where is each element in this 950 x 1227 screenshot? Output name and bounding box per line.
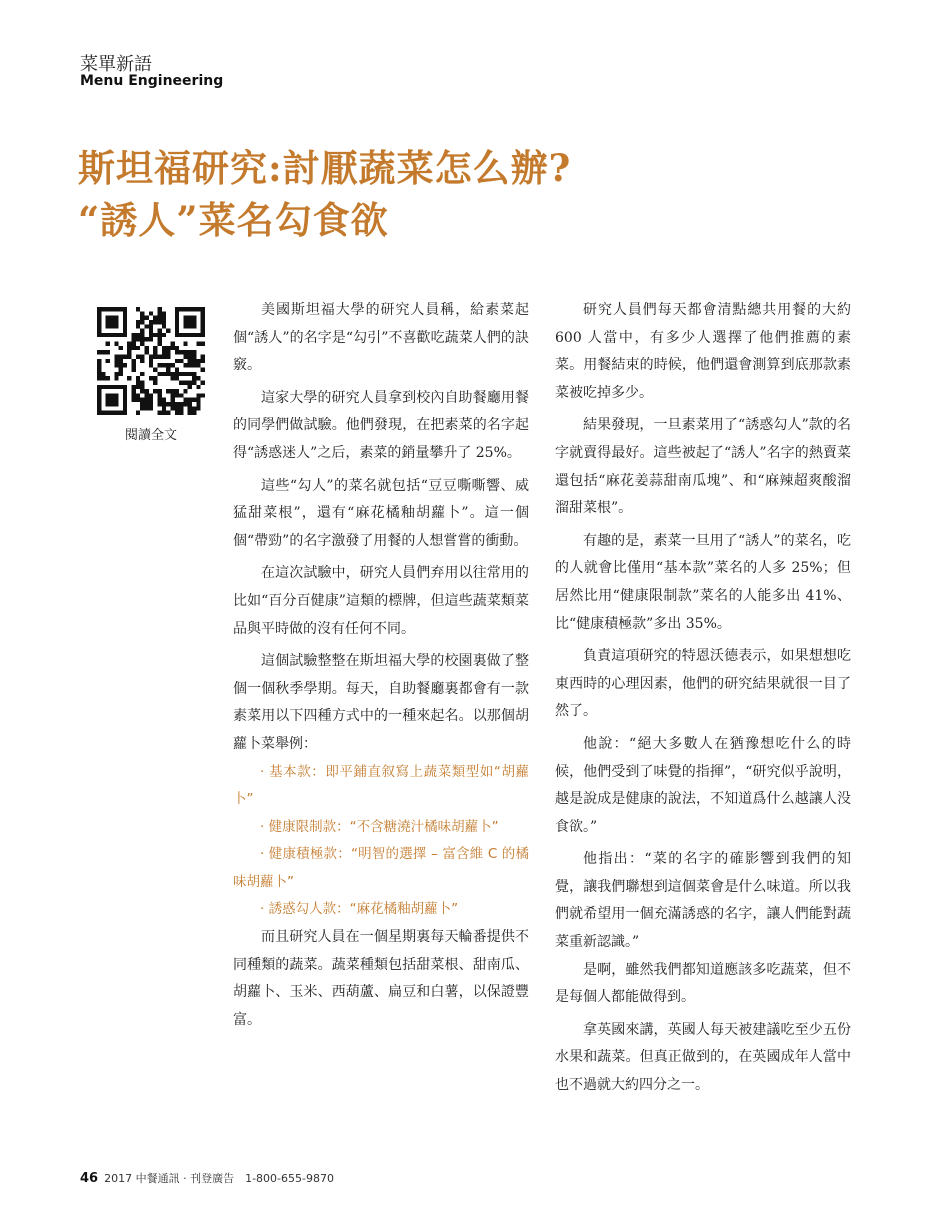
section-title-english: Menu Engineering [80,73,224,89]
paragraph: 是啊，雖然我們都知道應該多吃蔬菜，但不是每個人都能做得到。 [555,961,851,1006]
naming-option: · 健康限制款：“不含糖澆汁橘味胡蘿卜” [260,818,499,835]
paragraph: 有趣的是，素菜一旦用了“誘人”的菜名，吃的人就會比僅用“基本款”菜名的人多 25%；但居然比用“健康限制款”菜名的人能多出 41%、比“健康積極款”多出 35%。 [555,532,851,632]
paragraph: 研究人員們每天都會清點總共用餐的大約 600 人當中，有多少人選擇了他們推薦的素菜。用餐結束的時候，他們還會測算到底那款素菜被吃掉多少。 [555,302,851,401]
paragraph: 在這次試驗中，研究人員們弃用以往常用的比如“百分百健康”這類的標牌，但這些蔬菜類菜品與平時做的沒有任何不同。 [233,565,529,637]
paragraph: 這個試驗整整在斯坦福大學的校園裏做了整個一個秋季學期。每天，自助餐廳裏都會有一款素菜用以下四種方式中的一種來起名。以那個胡蘿卜菜舉例： [233,653,529,752]
naming-option: · 基本款：即平鋪直叙寫上蔬菜類型如“胡蘿卜” [233,763,529,808]
qr-code-icon[interactable] [97,307,205,415]
article-title-line-2: “誘人”菜名勾食欲 [78,198,389,242]
paragraph: 這些“勾人”的菜名就包括“豆豆嘶嘶響、威猛甜菜根”，還有“麻花橘釉胡蘿卜”。這一個個“帶勁”的名字激發了用餐的人想嘗嘗的衝動。 [233,477,529,549]
article-title-line-1: 斯坦福研究:討厭蔬菜怎么辦? [78,146,572,190]
page-footer [80,1170,334,1186]
article-title [78,142,898,246]
paragraph: 而且研究人員在一個星期裏每天輪番提供不同種類的蔬菜。蔬菜種類包括甜菜根、甜南瓜、胡蘿卜、玉米、西葫蘆、扁豆和白薯，以保證豐富。 [233,929,529,1028]
paragraph: 拿英國來講，英國人每天被建議吃至少五份水果和蔬菜。但真正做到的，在英國成年人當中也不過就大約四分之一。 [555,1021,851,1094]
footer-text: 2017 中餐通訊 · 刊登廣告 1-800-655-9870 [104,1172,334,1185]
paragraph: 結果發現，一旦素菜用了“誘惑勾人”款的名字就賣得最好。這些被起了“誘人”名字的熱賣菜還包括“麻花姜蒜甜南瓜塊”、和“麻辣超爽酸溜溜甜菜根”。 [555,417,851,517]
section-title-chinese: 菜單新語 [80,54,152,75]
paragraph: 他說：“絕大多數人在猶豫想吃什么的時候，他們受到了味覺的指揮”，“研究似乎說明，越是說成是健康的說法，不知道爲什么越讓人没食欲。” [555,735,851,835]
paragraph: 負責這項研究的特恩沃德表示，如果想想吃東西時的心理因素，他們的研究結果就很一目了然了。 [555,648,851,720]
naming-option: · 健康積極款：“明智的選擇 – 富含維 C 的橘味胡蘿卜” [233,846,529,890]
page-number: 46 [80,1171,99,1186]
article-column-2 [555,297,851,1100]
paragraph: 這家大學的研究人員拿到校內自助餐廳用餐的同學們做試驗。他們發現，在把素菜的名字起得“誘惑迷人”之后，素菜的銷量攀升了 25%。 [233,389,529,461]
qr-caption: 閱讀全文 [124,428,177,443]
paragraph: 美國斯坦福大學的研究人員稱，給素菜起個“誘人”的名字是“勾引”不喜歡吃蔬菜人們的訣竅。 [233,302,529,374]
paragraph: 他指出：“菜的名字的確影響到我們的知覺，讓我們聯想到這個菜會是什么味道。所以我們就希望用一個充滿誘惑的名字，讓人們能對蔬菜重新認識。” [555,851,851,951]
naming-option: · 誘惑勾人款：“麻花橘釉胡蘿卜” [260,901,459,918]
article-column-1 [233,297,529,1034]
